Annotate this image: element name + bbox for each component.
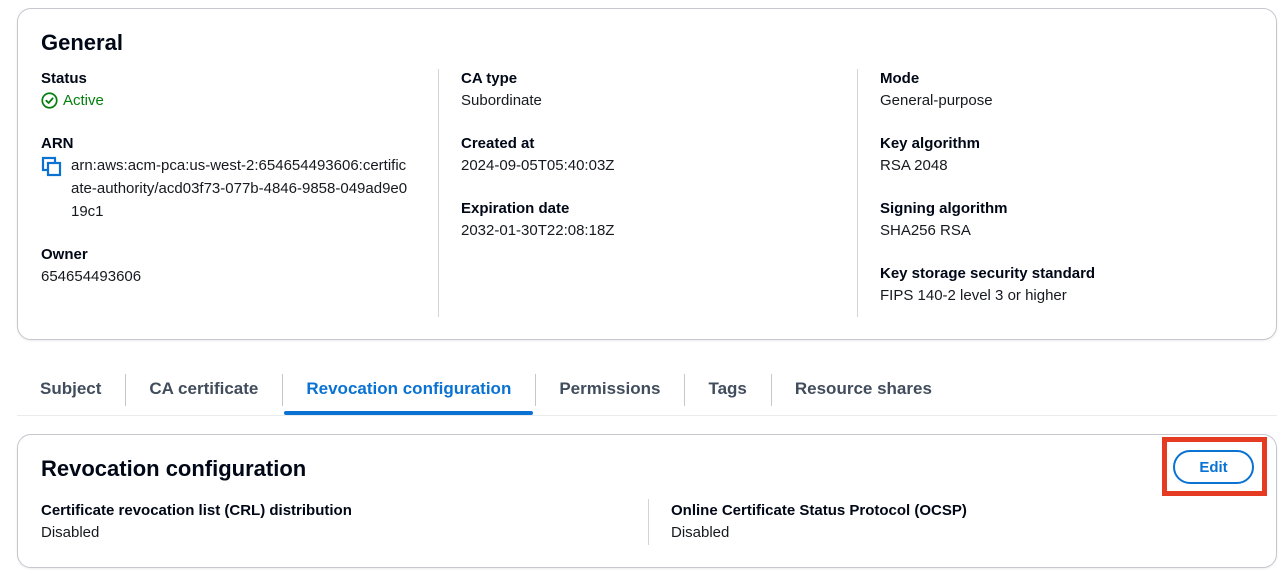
signing-algorithm-label: Signing algorithm bbox=[880, 200, 1008, 217]
expiration-date-label: Expiration date bbox=[461, 200, 570, 217]
mode-field bbox=[880, 69, 1260, 112]
revocation-title: Revocation configuration bbox=[41, 456, 307, 481]
key-storage-label: Key storage security standard bbox=[880, 265, 1096, 282]
tab-resource-shares[interactable]: Resource shares bbox=[771, 366, 956, 414]
created-at-field bbox=[461, 134, 841, 177]
signing-algorithm-field bbox=[880, 199, 1260, 242]
owner-value: 654654493606 bbox=[41, 268, 142, 285]
ca-type-value: Subordinate bbox=[461, 92, 542, 109]
crl-label: Certificate revocation list (CRL) distribution bbox=[41, 502, 352, 519]
expiration-date-field bbox=[461, 199, 841, 242]
column-divider bbox=[438, 69, 439, 317]
general-column-2 bbox=[461, 69, 841, 264]
arn-label: ARN bbox=[41, 135, 74, 152]
crl-value: Disabled bbox=[41, 524, 100, 541]
ocsp-field bbox=[671, 501, 967, 544]
tab-permissions[interactable]: Permissions bbox=[535, 366, 684, 414]
tab-revocation-configuration[interactable]: Revocation configuration bbox=[282, 366, 535, 414]
expiration-date-value: 2032-01-30T22:08:18Z bbox=[461, 222, 615, 239]
key-storage-value: FIPS 140-2 level 3 or higher bbox=[880, 287, 1067, 304]
status-text: Active bbox=[63, 92, 104, 109]
check-circle-icon bbox=[41, 92, 58, 109]
created-at-label: Created at bbox=[461, 135, 535, 152]
status-label: Status bbox=[41, 70, 87, 87]
crl-field bbox=[41, 501, 352, 544]
status-field bbox=[41, 69, 421, 112]
ca-type-field bbox=[461, 69, 841, 112]
column-divider bbox=[857, 69, 858, 317]
key-storage-field bbox=[880, 264, 1260, 307]
tab-tags[interactable]: Tags bbox=[684, 366, 770, 414]
owner-label: Owner bbox=[41, 246, 88, 263]
mode-label: Mode bbox=[880, 70, 920, 87]
created-at-value: 2024-09-05T05:40:03Z bbox=[461, 157, 615, 174]
owner-field bbox=[41, 245, 421, 288]
arn-field bbox=[41, 134, 421, 223]
tab-ca-certificate[interactable]: CA certificate bbox=[125, 366, 282, 414]
detail-tabs bbox=[17, 366, 1277, 416]
status-value bbox=[41, 89, 421, 112]
key-algorithm-value: RSA 2048 bbox=[880, 157, 948, 174]
ocsp-value: Disabled bbox=[671, 524, 730, 541]
key-algorithm-label: Key algorithm bbox=[880, 135, 981, 152]
copy-icon[interactable] bbox=[41, 156, 63, 178]
edit-button[interactable]: Edit bbox=[1173, 450, 1254, 484]
revocation-panel bbox=[17, 434, 1277, 568]
general-panel bbox=[17, 8, 1277, 340]
general-column-1 bbox=[41, 69, 421, 310]
key-algorithm-field bbox=[880, 134, 1260, 177]
signing-algorithm-value: SHA256 RSA bbox=[880, 222, 971, 239]
general-title: General bbox=[41, 30, 123, 55]
ca-type-label: CA type bbox=[461, 70, 518, 87]
tab-subject[interactable]: Subject bbox=[40, 379, 102, 398]
arn-value bbox=[41, 154, 421, 223]
ocsp-label: Online Certificate Status Protocol (OCSP) bbox=[671, 502, 967, 519]
column-divider bbox=[648, 499, 649, 545]
general-column-3 bbox=[880, 69, 1260, 329]
arn-text: arn:aws:acm-pca:us-west-2:654654493606:certificate-authority/acd03f73-077b-4846-9858-049ad9e019c1 bbox=[71, 157, 408, 220]
mode-value: General-purpose bbox=[880, 92, 993, 109]
